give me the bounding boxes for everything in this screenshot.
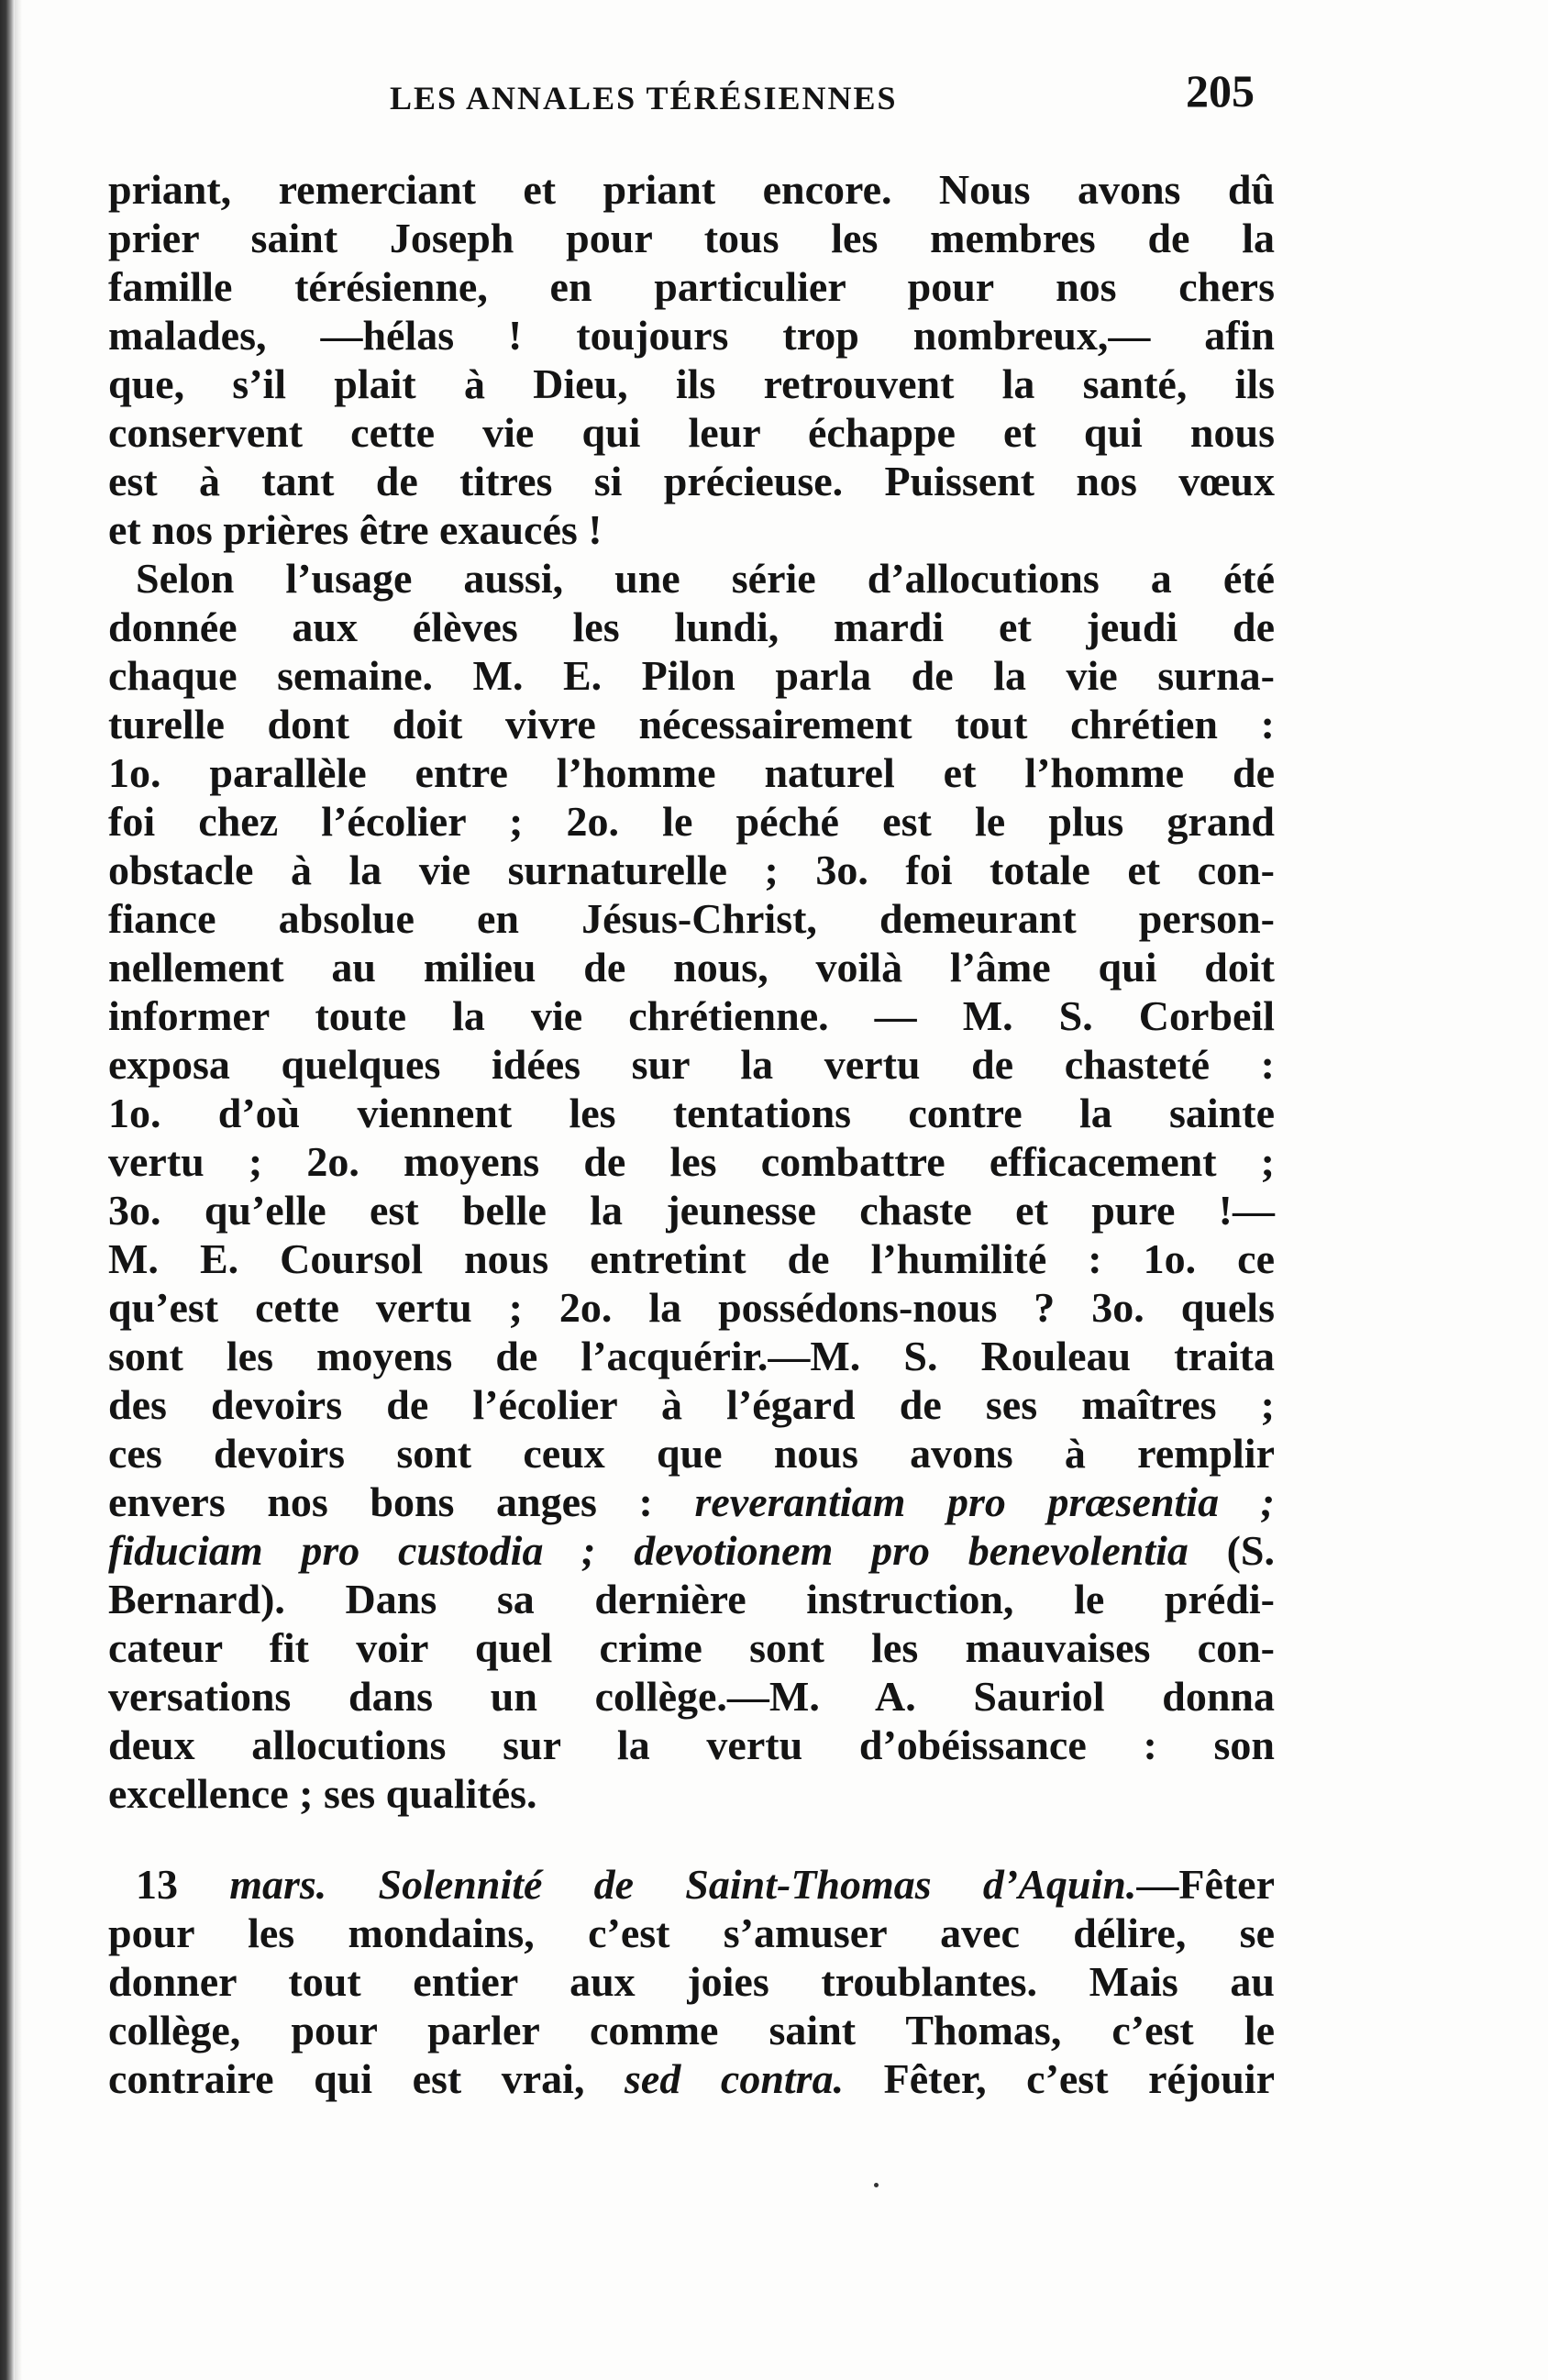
text-segment: —Fêter <box>1136 1861 1276 1908</box>
text-line: pour les mondains, c’est s’amuser avec délire, se <box>108 1910 1275 1956</box>
date-number: 13 <box>136 1861 230 1908</box>
text-segment: envers nos bons anges : <box>108 1478 695 1525</box>
text-line: malades, —hélas ! toujours trop nombreux,— afin <box>108 312 1275 359</box>
text-line: 3o. qu’elle est belle la jeunesse chaste et pure !— <box>108 1187 1275 1234</box>
text-line: sont les moyens de l’acquérir.—M. S. Rouleau traita <box>108 1333 1275 1379</box>
text-line: donner tout entier aux joies troublantes. Mais au <box>108 1958 1275 2005</box>
page-number: 205 <box>1186 65 1255 116</box>
text-line: chaque semaine. M. E. Pilon parla de la vie surna- <box>108 652 1275 699</box>
text-line <box>108 1526 1275 1575</box>
text-line: priant, remerciant et priant encore. Nous avons dû <box>108 166 1275 213</box>
text-line: qu’est cette vertu ; 2o. la possédons-nous ? 3o. quels <box>108 1284 1275 1331</box>
binding-edge <box>0 0 15 2380</box>
binding-shadow <box>15 0 22 2380</box>
text-line: cateur fit voir quel crime sont les mauvaises con- <box>108 1624 1275 1671</box>
body-text <box>108 165 1275 2103</box>
text-line: obstacle à la vie surnaturelle ; 3o. foi totale et con- <box>108 847 1275 893</box>
text-line: versations dans un collège.—M. A. Sauriol donna <box>108 1673 1275 1720</box>
text-line <box>108 1478 1275 1526</box>
text-line: turelle dont doit vivre nécessairement tout chrétien : <box>108 701 1275 747</box>
running-head: LES ANNALES TÉRÉSIENNES <box>390 80 898 116</box>
text-line: des devoirs de l’écolier à l’égard de ses maîtres ; <box>108 1381 1275 1428</box>
text-line: collège, pour parler comme saint Thomas, c’est le <box>108 2007 1275 2053</box>
text-line <box>108 2054 1275 2103</box>
text-line: et nos prières être exaucés ! <box>108 506 603 553</box>
text-line: est à tant de titres si précieuse. Puissent nos vœux <box>108 458 1275 504</box>
latin-quotation: reverantiam pro præsentia ; <box>694 1478 1275 1525</box>
text-segment: Fêter, c’est réjouir <box>844 2055 1276 2102</box>
text-line: famille térésienne, en particulier pour nos chers <box>108 263 1275 310</box>
text-line: M. E. Coursol nous entretint de l’humilité : 1o. ce <box>108 1235 1275 1282</box>
text-line: vertu ; 2o. moyens de les combattre efficacement ; <box>108 1138 1275 1185</box>
paragraph-gap <box>108 1818 1275 1860</box>
text-line: informer toute la vie chrétienne. — M. S. Corbeil <box>108 992 1275 1039</box>
text-line: exposa quelques idées sur la vertu de chasteté : <box>108 1041 1275 1088</box>
text-segment: (S. <box>1188 1527 1276 1574</box>
text-line: foi chez l’écolier ; 2o. le péché est le plus grand <box>108 798 1275 845</box>
latin-phrase: sed contra. <box>625 2055 845 2102</box>
text-line: prier saint Joseph pour tous les membres de la <box>108 215 1275 261</box>
text-line: 1o. d’où viennent les tentations contre la sainte <box>108 1090 1275 1136</box>
text-line: donnée aux élèves les lundi, mardi et jeudi de <box>108 603 1275 650</box>
text-line: fiance absolue en Jésus-Christ, demeurant person- <box>108 895 1275 942</box>
text-line: conservent cette vie qui leur échappe et qui nous <box>108 409 1275 456</box>
latin-quotation: fiduciam pro custodia ; devotionem pro benevolentia <box>108 1527 1189 1574</box>
text-line: Bernard). Dans sa dernière instruction, le prédi- <box>108 1576 1275 1622</box>
text-line: excellence ; ses qualités. <box>108 1770 537 1817</box>
ink-speck <box>874 2183 879 2187</box>
section-heading: mars. Solennité de Saint-Thomas d’Aquin. <box>229 1861 1137 1908</box>
text-line: que, s’il plait à Dieu, ils retrouvent la santé, ils <box>108 360 1275 407</box>
page-header <box>0 64 1548 128</box>
text-segment: contraire qui est vrai, <box>108 2055 625 2102</box>
text-line: ces devoirs sont ceux que nous avons à remplir <box>108 1430 1275 1477</box>
text-line <box>108 1860 1275 1909</box>
text-line: nellement au milieu de nous, voilà l’âme qui doit <box>108 944 1275 991</box>
text-line: Selon l’usage aussi, une série d’allocutions a été <box>136 555 1275 602</box>
text-line: 1o. parallèle entre l’homme naturel et l’homme de <box>108 749 1275 796</box>
text-line: deux allocutions sur la vertu d’obéissance : son <box>108 1721 1275 1768</box>
